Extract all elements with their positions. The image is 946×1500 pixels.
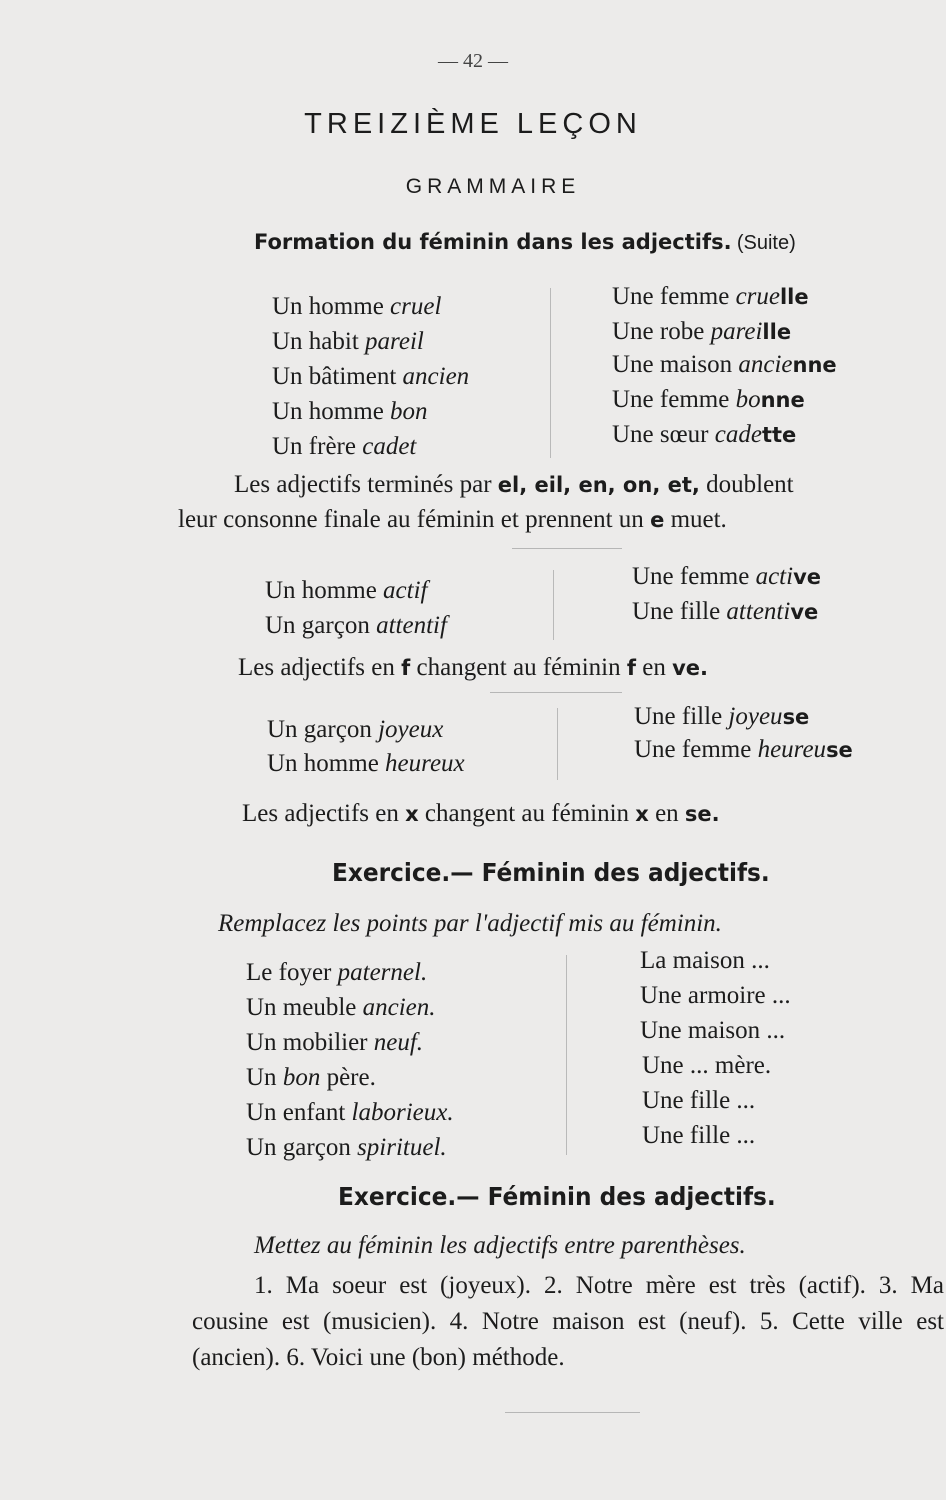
exercise-blank: Une armoire ... (640, 982, 791, 1009)
item-text: Le foyer (246, 959, 332, 986)
page-number: — 42 — (438, 50, 508, 72)
adjective-stem: ancie (738, 351, 793, 378)
adjective-stem: crue (735, 283, 780, 310)
rule-2 (238, 650, 708, 686)
item-text: Un garçon (246, 1134, 351, 1161)
rule-text: leur consonne finale au féminin et prennent un (178, 506, 644, 533)
adjective-ending: nne (760, 388, 805, 412)
adjective: bon (390, 398, 428, 425)
example-fem (632, 562, 821, 592)
item-adjective: spirituel. (357, 1134, 447, 1161)
column-divider (557, 708, 558, 780)
example-fem (632, 597, 818, 627)
adjective: cadet (362, 433, 417, 460)
noun-phrase: Une maison (612, 351, 733, 378)
adjective: pareil (365, 328, 424, 355)
adjective: joyeux (378, 716, 444, 743)
exercise-blank: Une ... mère. (642, 1052, 772, 1079)
adjective-stem: cade (714, 421, 762, 448)
adjective: cruel (390, 293, 442, 320)
adjective-ending: ve (790, 600, 819, 624)
exercise-2-title: Exercice.— Féminin des adjectifs. (338, 1182, 776, 1211)
separator (505, 1412, 640, 1413)
example-fem (612, 420, 796, 450)
exercise-item (246, 993, 436, 1023)
exercise-1-title: Exercice.— Féminin des adjectifs. (332, 858, 770, 887)
adjective-ending: ve (793, 565, 821, 589)
exercise-item (246, 1028, 423, 1058)
grammar-heading (254, 230, 796, 255)
noun-phrase: Une femme (634, 736, 752, 763)
rule-endings: x (405, 802, 419, 826)
item-adjective: laborieux. (351, 1099, 454, 1126)
rule-text: Les adjectifs en (242, 800, 399, 827)
grammar-heading-suffix: (Suite) (736, 232, 796, 254)
rule-1-line-2 (178, 502, 727, 538)
example-fem (612, 350, 837, 380)
item-adjective: bon (282, 1064, 321, 1091)
exercise-item (246, 1098, 454, 1128)
adjective: actif (383, 577, 428, 604)
grammar-heading-bold: Formation du féminin dans les adjectifs. (254, 230, 732, 254)
noun-phrase: Un homme (265, 577, 377, 604)
example-masc (267, 715, 443, 745)
item-text: Un enfant (246, 1099, 346, 1126)
example-masc (265, 611, 447, 641)
exercise-item (246, 1063, 376, 1093)
rule-endings: f (401, 656, 411, 680)
noun-phrase: Un habit (272, 328, 359, 355)
adjective: ancien (402, 363, 470, 390)
example-fem (612, 385, 805, 415)
column-divider (566, 955, 567, 1155)
rule-1-line-1 (234, 467, 794, 503)
rule-endings: se. (684, 802, 720, 826)
adjective-ending: se (826, 738, 853, 762)
exercise-blank: Une fille ... (642, 1122, 756, 1149)
example-fem (634, 702, 809, 732)
rule-text: en (655, 800, 679, 827)
item-text: Un meuble (246, 994, 357, 1021)
noun-phrase: Un frère (272, 433, 356, 460)
example-masc (272, 432, 416, 462)
example-fem (634, 735, 853, 765)
rule-endings: e (650, 508, 665, 532)
noun-phrase: Une femme (612, 283, 730, 310)
item-text: Un mobilier (246, 1029, 368, 1056)
example-masc (272, 362, 469, 392)
adjective-ending: se (782, 705, 810, 729)
rule-text: Les adjectifs en (238, 654, 395, 681)
rule-text: changent au féminin (416, 654, 621, 681)
lesson-title: TREIZIÈME LEÇON (304, 108, 642, 140)
exercise-item (246, 958, 427, 988)
adjective: heureux (385, 750, 465, 777)
noun-phrase: Une fille (634, 703, 723, 730)
rule-3 (242, 796, 720, 832)
rule-endings: ve. (672, 656, 709, 680)
noun-phrase: Une fille (632, 598, 721, 625)
rule-text: doublent (706, 471, 794, 498)
noun-phrase: Un bâtiment (272, 363, 397, 390)
example-fem (612, 317, 791, 347)
noun-phrase: Une sœur (612, 421, 709, 448)
adjective-ending: lle (779, 285, 809, 309)
exercise-2-text: 1. Ma soeur est (joyeux). 2. Notre mère est très (actif). 3. Ma cousine est (musicien). 4. Notre maison est (neuf). 5. Cette ville est (ancien). 6. Voici une (bon) méthode. (192, 1272, 944, 1371)
adjective-stem: joyeu (728, 703, 783, 730)
exercise-blank: Une maison ... (640, 1017, 786, 1044)
adjective-ending: tte (761, 423, 797, 447)
noun-phrase: Un garçon (267, 716, 372, 743)
rule-endings: f (626, 656, 636, 680)
exercise-blank: La maison ... (640, 947, 770, 974)
item-adjective: paternel. (337, 959, 428, 986)
example-masc (265, 576, 427, 606)
adjective-stem: heureu (757, 736, 827, 763)
rule-text: changent au féminin (424, 800, 630, 827)
item-adjective: neuf. (373, 1029, 424, 1056)
example-masc (272, 327, 424, 357)
noun-phrase: Un homme (267, 750, 379, 777)
separator (490, 692, 622, 693)
adjective-stem: attenti (726, 598, 791, 625)
adjective-ending: lle (762, 320, 792, 344)
adjective: attentif (376, 612, 447, 639)
column-divider (550, 288, 551, 458)
example-fem (612, 282, 809, 312)
item-text: Un (246, 1064, 277, 1091)
exercise-blank: Une fille ... (642, 1087, 756, 1114)
separator (512, 548, 622, 549)
noun-phrase: Un homme (272, 293, 384, 320)
item-adjective: ancien. (362, 994, 436, 1021)
adjective-stem: acti (755, 563, 794, 590)
example-masc (272, 292, 441, 322)
exercise-2-instruction: Mettez au féminin les adjectifs entre parenthèses. (254, 1232, 746, 1259)
exercise-item (246, 1133, 447, 1163)
rule-endings: el, eil, en, on, et, (497, 473, 700, 497)
noun-phrase: Une femme (632, 563, 750, 590)
section-title: GRAMMAIRE (405, 175, 581, 198)
rule-text: Les adjectifs terminés par (234, 471, 492, 498)
exercise-1-instruction: Remplacez les points par l'adjectif mis au féminin. (218, 910, 722, 937)
noun-phrase: Une robe (612, 318, 705, 345)
noun-phrase: Un garçon (265, 612, 370, 639)
item-text: père. (326, 1064, 376, 1091)
adjective-stem: parei (710, 318, 763, 345)
adjective-stem: bo (735, 386, 761, 413)
example-masc (272, 397, 428, 427)
noun-phrase: Un homme (272, 398, 384, 425)
noun-phrase: Une femme (612, 386, 730, 413)
adjective-ending: nne (792, 353, 837, 377)
rule-text: muet. (670, 506, 727, 533)
column-divider (553, 570, 554, 640)
example-masc (267, 749, 465, 779)
rule-text: en (642, 654, 666, 681)
rule-endings: x (635, 802, 649, 826)
